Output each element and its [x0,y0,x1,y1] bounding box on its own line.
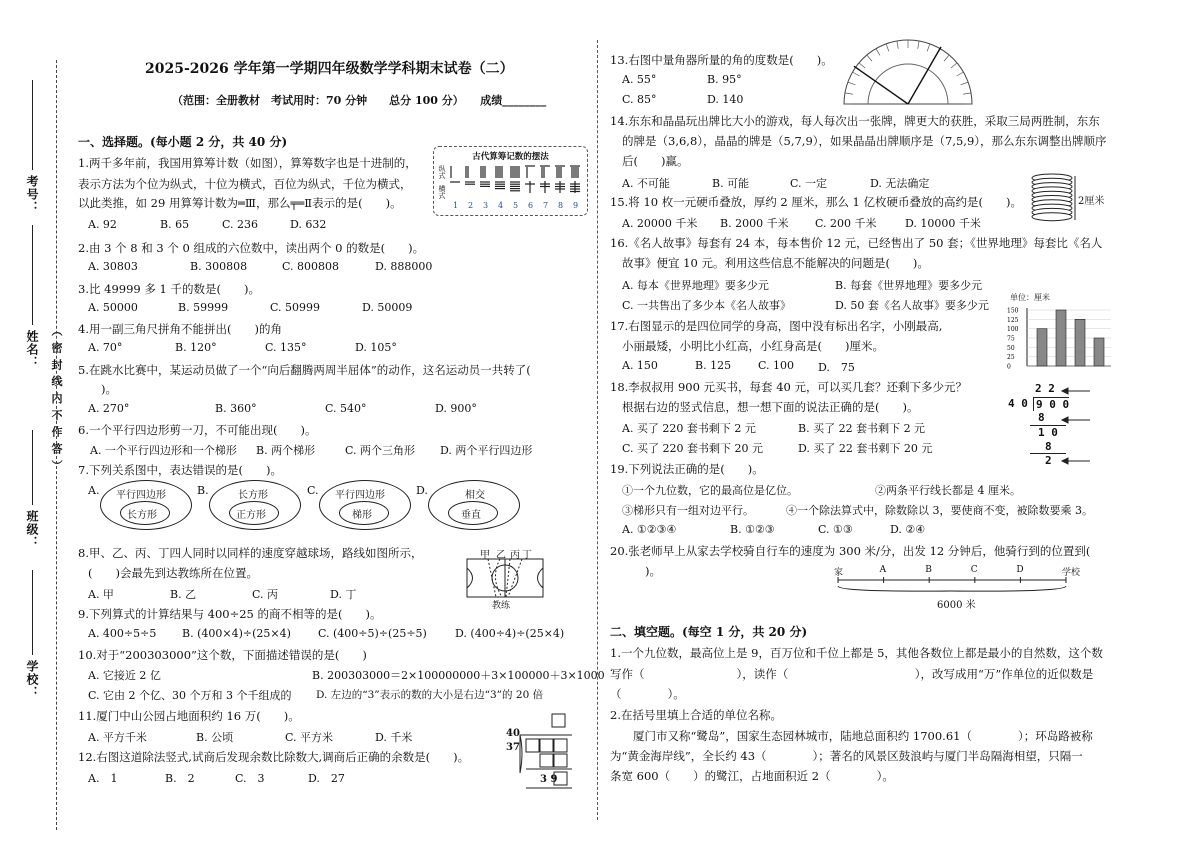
q13-opt-c[interactable]: C. 85° [622,93,657,106]
q18-line2: 根据右边的竖式信息，想一想下面的说法正确的是( )。 [622,400,919,414]
q3-opt-b[interactable]: B. 59999 [178,301,229,314]
q17-line2: 小丽最矮，小明比小红高，小红身高是( )厘米。 [622,339,884,353]
q15-opt-d[interactable]: D. 10000 千米 [905,217,981,230]
q1-line1: 1.两千多年前，我国用算筹计数（如图），算筹数字也是十进制的， [78,156,417,170]
rod-glyph-2 [465,166,475,184]
q12-divisor-top: 40 [506,728,520,739]
q4-opt-d[interactable]: D. 105° [355,341,397,354]
fill-q2-line1: 厦门市又称“鹭岛”，国家生态园林城市，陆地总面积约 1700.61（ ）；环岛路被称 [610,729,1093,743]
chart-ylabel: 单位：厘米 [1010,293,1050,302]
protractor-tick [886,44,889,52]
rod-glyph-6 [525,166,535,193]
q7-b-inner-label: 正方形 [236,510,266,521]
class-label: 班级： [25,510,39,549]
q6-opt-d[interactable]: D. 两个平行四边形 [440,444,533,457]
y-tick-label: 125 [1007,316,1019,324]
q17-opt-c[interactable]: C. 100 [758,359,795,372]
y-tick-label: 25 [1007,354,1015,362]
rod-glyph-7 [540,166,550,193]
bar-4 [1094,338,1104,366]
q10-opt-d[interactable]: D. 左边的“3”表示的数的大小是右边“3”的 20 倍 [316,689,544,701]
q18-step3: 8 [1045,440,1052,453]
q8-label-bing: 丙 [510,550,520,561]
q7-opt-b[interactable]: B. [197,484,209,497]
q10-opt-a[interactable]: A. 它接近 2 亿 [88,669,161,682]
rods-row-horizontal: 横式 [438,185,446,199]
rod-glyph-1 [450,166,460,182]
protractor-tick [951,63,957,68]
rod-digit-1: 1 [453,201,459,210]
counting-rods-figure [433,146,588,216]
q3-text: 3.比 49999 多 1 千的数是( )。 [78,282,260,296]
exam-title: 2025-2026 学年第一学期四年级数学学科期末试卷（二） [145,61,514,77]
q8-opt-d[interactable]: D. 丁 [330,588,357,601]
q19-opt-a[interactable]: A. ①②③④ [622,523,677,536]
fill-q1-line3: （ ）。 [610,687,685,701]
fill-q1-line2: 写作（ ），读作（ ），改写成用“万”作单位的近似数是 [610,667,1094,681]
protractor-tick [918,41,919,49]
q20-line2: )。 [622,564,661,578]
rod-glyph-8 [555,166,565,193]
q18-arrows [1060,384,1092,468]
q8-line2: ( )会最先到达教练所在位置。 [88,566,258,580]
class-blank [32,430,33,505]
name-blank [32,225,33,325]
protractor-figure [838,38,978,106]
q12-text: 12.右图这道除法竖式,试商后发现余数比除数大,调商后正确的余数是( )。 [78,750,470,764]
coin-stack-figure [1028,170,1078,226]
q5-line1: 5.在跳水比赛中，某运动员做了一个“向后翻腾两周半屈体”的动作，这名运动员一共转了( [78,363,531,377]
bar-2 [1056,310,1066,366]
q20-line1: 20.张老师早上从家去学校骑自行车的速度为 300 米/分，出发 12 分钟后，他骑行到的位置到( [610,544,1091,558]
q7-d-inner-label: 垂直 [461,510,481,521]
q10-text: 10.对于“200303000”这个数，下面描述错误的是( ) [78,648,367,662]
q12-quotient: 3 9 [540,774,558,785]
rod-digit-5: 5 [513,201,519,210]
q6-opt-a[interactable]: A. 一个平行四边形和一个梯形 [90,444,237,457]
q20-route-figure [836,576,1072,596]
q14-line2: 的牌是（3,6,8），晶晶的牌是（5,7,9），如果晶晶出牌顺序是（7,5,9），那么东东调整出牌顺序 [622,134,1107,148]
q8-field-figure [466,558,546,600]
q10-opt-b[interactable]: B. 200303000＝2×100000000＋3×100000＋3×1000 [312,669,605,682]
protractor-tick [944,55,949,61]
q2-opt-b[interactable]: B. 300808 [190,260,248,273]
q7-a-inner-label: 长方形 [127,510,157,521]
q11-text: 11.厦门中山公园占地面积约 16 万( )。 [78,709,300,723]
section2-heading: 二、填空题。(每空 1 分，共 20 分) [610,625,808,639]
rod-glyph-9 [570,166,580,193]
route-point-label: 家 [834,568,844,578]
q8-label-jia: 甲 [480,550,490,561]
route-point-label: B [925,565,932,575]
q8-line1: 8.甲、乙、丙、丁四人同时以同样的速度穿越球场，路线如图所示， [78,546,423,560]
q19-opt-b[interactable]: B. ①②③ [730,523,775,536]
q11-opt-d[interactable]: D. 千米 [375,731,413,744]
q19-text: 19.下列说法正确的是( )。 [610,462,764,476]
protractor-tick [876,49,880,56]
q7-c-inner-label: 梯形 [352,510,372,521]
route-brace [838,586,1066,591]
q7-d-outer-label: 相交 [465,490,485,501]
q20-total-distance: 6000 米 [937,600,976,611]
protractor-tick [963,93,971,94]
q6-text: 6.一个平行四边形剪一刀，不可能出现( )。 [78,423,317,437]
route-point-label: D [1016,565,1024,575]
q7-b-outer-label: 长方形 [238,490,268,501]
y-tick-label: 50 [1007,344,1015,352]
q19-opt-d[interactable]: D. ②④ [890,523,926,536]
q4-opt-a[interactable]: A. 70° [88,341,123,354]
exam-no-blank [32,80,33,170]
q8-opt-c[interactable]: C. 丙 [252,588,279,601]
q4-opt-c[interactable]: C. 135° [265,341,307,354]
y-tick-label: 75 [1007,335,1015,343]
q14-opt-b[interactable]: B. 可能 [712,177,750,190]
route-point-label: C [970,565,978,575]
q7-opt-c[interactable]: C. [307,484,319,497]
seal-text: （ 密 封 线 内 不 作 答 ） [50,325,63,472]
q18-opt-c[interactable]: C. 买了 220 套书剩下 20 元 [622,442,763,455]
q5-opt-c[interactable]: C. 540° [325,402,367,415]
protractor-arm-2 [854,66,908,104]
rod-digit-8: 8 [558,201,564,210]
q8-label-yi: 乙 [496,550,506,561]
rod-digit-6: 6 [528,201,534,210]
q2-opt-d[interactable]: D. 888000 [375,260,433,273]
q18-divisor: 4 0 [1008,397,1028,410]
protractor-tick [927,44,930,52]
rod-glyph-4 [495,166,505,189]
q5-line2: )。 [78,382,117,396]
q16-opt-c[interactable]: C. 一共售出了多少本《名人故事》 [622,299,792,312]
protractor-tick [848,82,856,85]
q12-opt-a[interactable]: A. 1 [88,772,118,785]
q17-opt-b[interactable]: B. 125 [695,359,732,372]
q13-text: 13.右图中量角器所量的角的度数是( )。 [610,53,833,67]
q13-opt-d[interactable]: D. 140 [707,93,744,106]
route-point-label: A [879,565,887,575]
q7-a-outer-label: 平行四边形 [116,490,166,501]
q7-text: 7.下列关系图中，表达错误的是( )。 [78,463,282,477]
q1-line2: 表示方法为个位为纵式，十位为横式，百位为纵式，千位为横式， [78,177,412,191]
q8-label-ding: 丁 [522,550,532,561]
protractor-tick [897,41,898,49]
protractor-tick [961,82,969,85]
q9-opt-d[interactable]: D. (400÷4)÷(25×4) [455,627,565,640]
q19-item-1: ①一个九位数，它的最高位是亿位。 [622,484,798,497]
cut-line [56,60,57,830]
q1-opt-b[interactable]: B. 65 [160,218,190,231]
binding-strip [22,70,72,830]
q9-opt-b[interactable]: B. (400×4)÷(25×4) [182,627,291,640]
name-label: 姓名： [25,330,39,369]
section1-heading: 一、选择题。(每小题 2 分，共 40 分) [78,135,288,149]
q1-line3: 以此类推，如 29 用算筹计数为═Ⅲ，那么╤═Ⅱ表示的是( )。 [78,196,402,210]
rods-title: 古代算筹记数的摆法 [472,152,549,162]
y-tick-label: 0 [1007,363,1011,371]
q9-opt-a[interactable]: A. 400÷5÷5 [88,627,157,640]
q14-opt-a[interactable]: A. 不可能 [622,177,670,190]
rod-digit-9: 9 [573,201,579,210]
q2-opt-c[interactable]: C. 800808 [282,260,340,273]
q6-opt-b[interactable]: B. 两个梯形 [256,444,316,457]
q18-step1: 8 [1038,411,1045,424]
q18-remainder: 2 [1045,454,1052,467]
school-blank [32,570,33,655]
q14-line1: 14.东东和晶晶玩出牌比大小的游戏，每人每次出一张牌，牌更大的获胜，采取三局两胜制，东东 [610,114,1100,128]
bar-3 [1075,319,1085,366]
q5-opt-a[interactable]: A. 270° [88,402,130,415]
coin [1032,213,1072,221]
q5-opt-d[interactable]: D. 900° [435,402,477,415]
coin-stack-height: 2厘米 [1078,196,1105,207]
q11-opt-b[interactable]: B. 公顷 [196,731,234,744]
q18-step2: 1 0 [1038,426,1058,439]
q12-opt-c[interactable]: C. 3 [235,772,265,785]
exam-subtitle: （范围：全册教材 考试用时：70 分钟 总分 100 分） 成绩________ [172,94,547,107]
q1-opt-a[interactable]: A. 92 [88,218,117,231]
rod-digit-3: 3 [483,201,489,210]
q19-item-2: ②两条平行线长都是 4 厘米。 [875,484,1021,497]
q14-opt-d[interactable]: D. 无法确定 [870,177,930,190]
q4-opt-b[interactable]: B. 120° [175,341,217,354]
rods-row-vertical: 纵式 [438,165,446,179]
q16-line1: 16.《名人故事》每套有 24 本，每本售价 12 元，已经售出了 50 套；《世界地理》每套比《名人 [610,236,1103,250]
protractor-tick [859,63,865,68]
q3-opt-d[interactable]: D. 50009 [362,301,413,314]
protractor-tick [845,93,853,94]
q3-opt-a[interactable]: A. 50000 [88,301,138,314]
q9-text: 9.下列算式的计算结果与 400÷25 的商不相等的是( )。 [78,607,382,621]
rod-glyph-5 [510,166,520,191]
q8-opt-b[interactable]: B. 乙 [170,588,197,601]
fill-q2-line2: 为“黄金海岸线”，全长约 43（ ）；著名的风景区鼓浪屿与厦门半岛隔海相望，只隔一 [610,749,1083,763]
q18-opt-d[interactable]: D. 买了 22 套书剩下 20 元 [798,442,933,455]
y-tick-label: 150 [1007,307,1019,315]
q16-line2: 故事》便宜 10 元。利用这些信息不能解决的问题是( )。 [622,256,929,270]
q18-quotient: 2 2 [1035,382,1055,395]
protractor-tick [853,72,860,76]
q17-opt-d[interactable]: D. 75 [818,361,855,374]
q8-coach-label: 教练 [492,601,511,611]
q19-item-4: ④一个除法算式中，除数除以 3，要使商不变，被除数要乘 3。 [786,504,1093,517]
rods-glyphs [448,162,584,212]
q7-c-outer-label: 平行四边形 [335,490,385,501]
q12-divisor: 37 [506,742,520,753]
q13-opt-a[interactable]: A. 55° [622,73,657,86]
fill-q1-line1: 1.一个九位数，最高位上是 9，百万位和千位上都是 5，其他各数位上都是最小的自然数，这个数 [610,646,1103,660]
q15-text: 15.将 10 枚一元硬币叠放，厚约 2 厘米，那么 1 亿枚硬币叠放的高约是( )。 [610,195,1022,209]
y-tick-label: 100 [1007,326,1019,334]
column-divider [597,40,598,820]
q15-opt-b[interactable]: B. 2000 千米 [720,217,789,230]
q17-opt-a[interactable]: A. 150 [622,359,658,372]
q2-opt-a[interactable]: A. 30803 [88,260,138,273]
q17-line1: 17.右图显示的是四位同学的身高，图中没有标出名字，小刚最高, [610,319,943,333]
exam-no-label: 考号： [25,175,39,214]
q19-opt-c[interactable]: C. ①③ [818,523,853,536]
q19-item-3: ③梯形只有一组对边平行。 [622,504,754,517]
school-label: 学校： [25,660,39,699]
q1-opt-d[interactable]: D. 632 [290,218,327,231]
protractor-tick [956,72,963,76]
q8-opt-a[interactable]: A. 甲 [88,588,114,601]
q11-opt-c[interactable]: C. 平方米 [285,731,334,744]
q14-opt-c[interactable]: C. 一定 [790,177,828,190]
q2-text: 2.由 3 个 8 和 3 个 0 组成的六位数中，读出两个 0 的数是( )。 [78,241,425,255]
q15-opt-c[interactable]: C. 200 千米 [815,217,877,230]
bar-1 [1037,329,1047,366]
rod-glyph-3 [480,166,490,186]
q16-opt-b[interactable]: B. 每套《世界地理》要多少元 [835,279,983,292]
fill-q2-text: 2.在括号里填上合适的单位名称。 [610,708,782,722]
q16-opt-a[interactable]: A. 每本《世界地理》要多少元 [622,279,769,292]
q12-opt-d[interactable]: D. 27 [308,772,345,785]
q13-opt-b[interactable]: B. 95° [707,73,742,86]
q7-opt-a[interactable]: A. [88,484,100,497]
rod-digit-2: 2 [468,201,474,210]
q11-opt-a[interactable]: A. 平方千米 [88,731,147,744]
fill-q2-line3: 条宽 600（ ）的鹭江，占地面积近 2（ ）。 [610,769,894,783]
route-point-label: 学校 [1062,568,1081,578]
q18-opt-a[interactable]: A. 买了 220 套书剩下 2 元 [622,422,756,435]
q14-line3: 后( )赢。 [622,154,689,168]
rod-digit-4: 4 [498,201,504,210]
q1-opt-c[interactable]: C. 236 [222,218,259,231]
height-bar-chart [1005,302,1115,372]
q16-opt-d[interactable]: D. 50 套《名人故事》要多少元 [835,299,989,312]
protractor-tick [867,55,872,61]
q18-line1: 18.李叔叔用 900 元买书，每套 40 元，可以买几套？还剩下多少元？ [610,380,967,394]
q18-opt-b[interactable]: B. 买了 22 套书剩下 2 元 [798,422,926,435]
q15-opt-a[interactable]: A. 20000 千米 [622,217,698,230]
rod-digit-7: 7 [543,201,549,210]
q3-opt-c[interactable]: C. 50999 [270,301,321,314]
q6-opt-c[interactable]: C. 两个三角形 [345,444,416,457]
q12-opt-b[interactable]: B. 2 [165,772,195,785]
q5-opt-b[interactable]: B. 360° [215,402,257,415]
q7-opt-d[interactable]: D. [416,484,428,497]
q10-opt-c[interactable]: C. 它由 2 个亿、30 个万和 3 个千组成的 [88,689,292,702]
q4-text: 4.用一副三角尺拼角不能拼出( )的角 [78,322,282,336]
q9-opt-c[interactable]: C. (400÷5)÷(25÷5) [318,627,427,640]
q18-dividend: 9 0 0 [1033,397,1069,411]
